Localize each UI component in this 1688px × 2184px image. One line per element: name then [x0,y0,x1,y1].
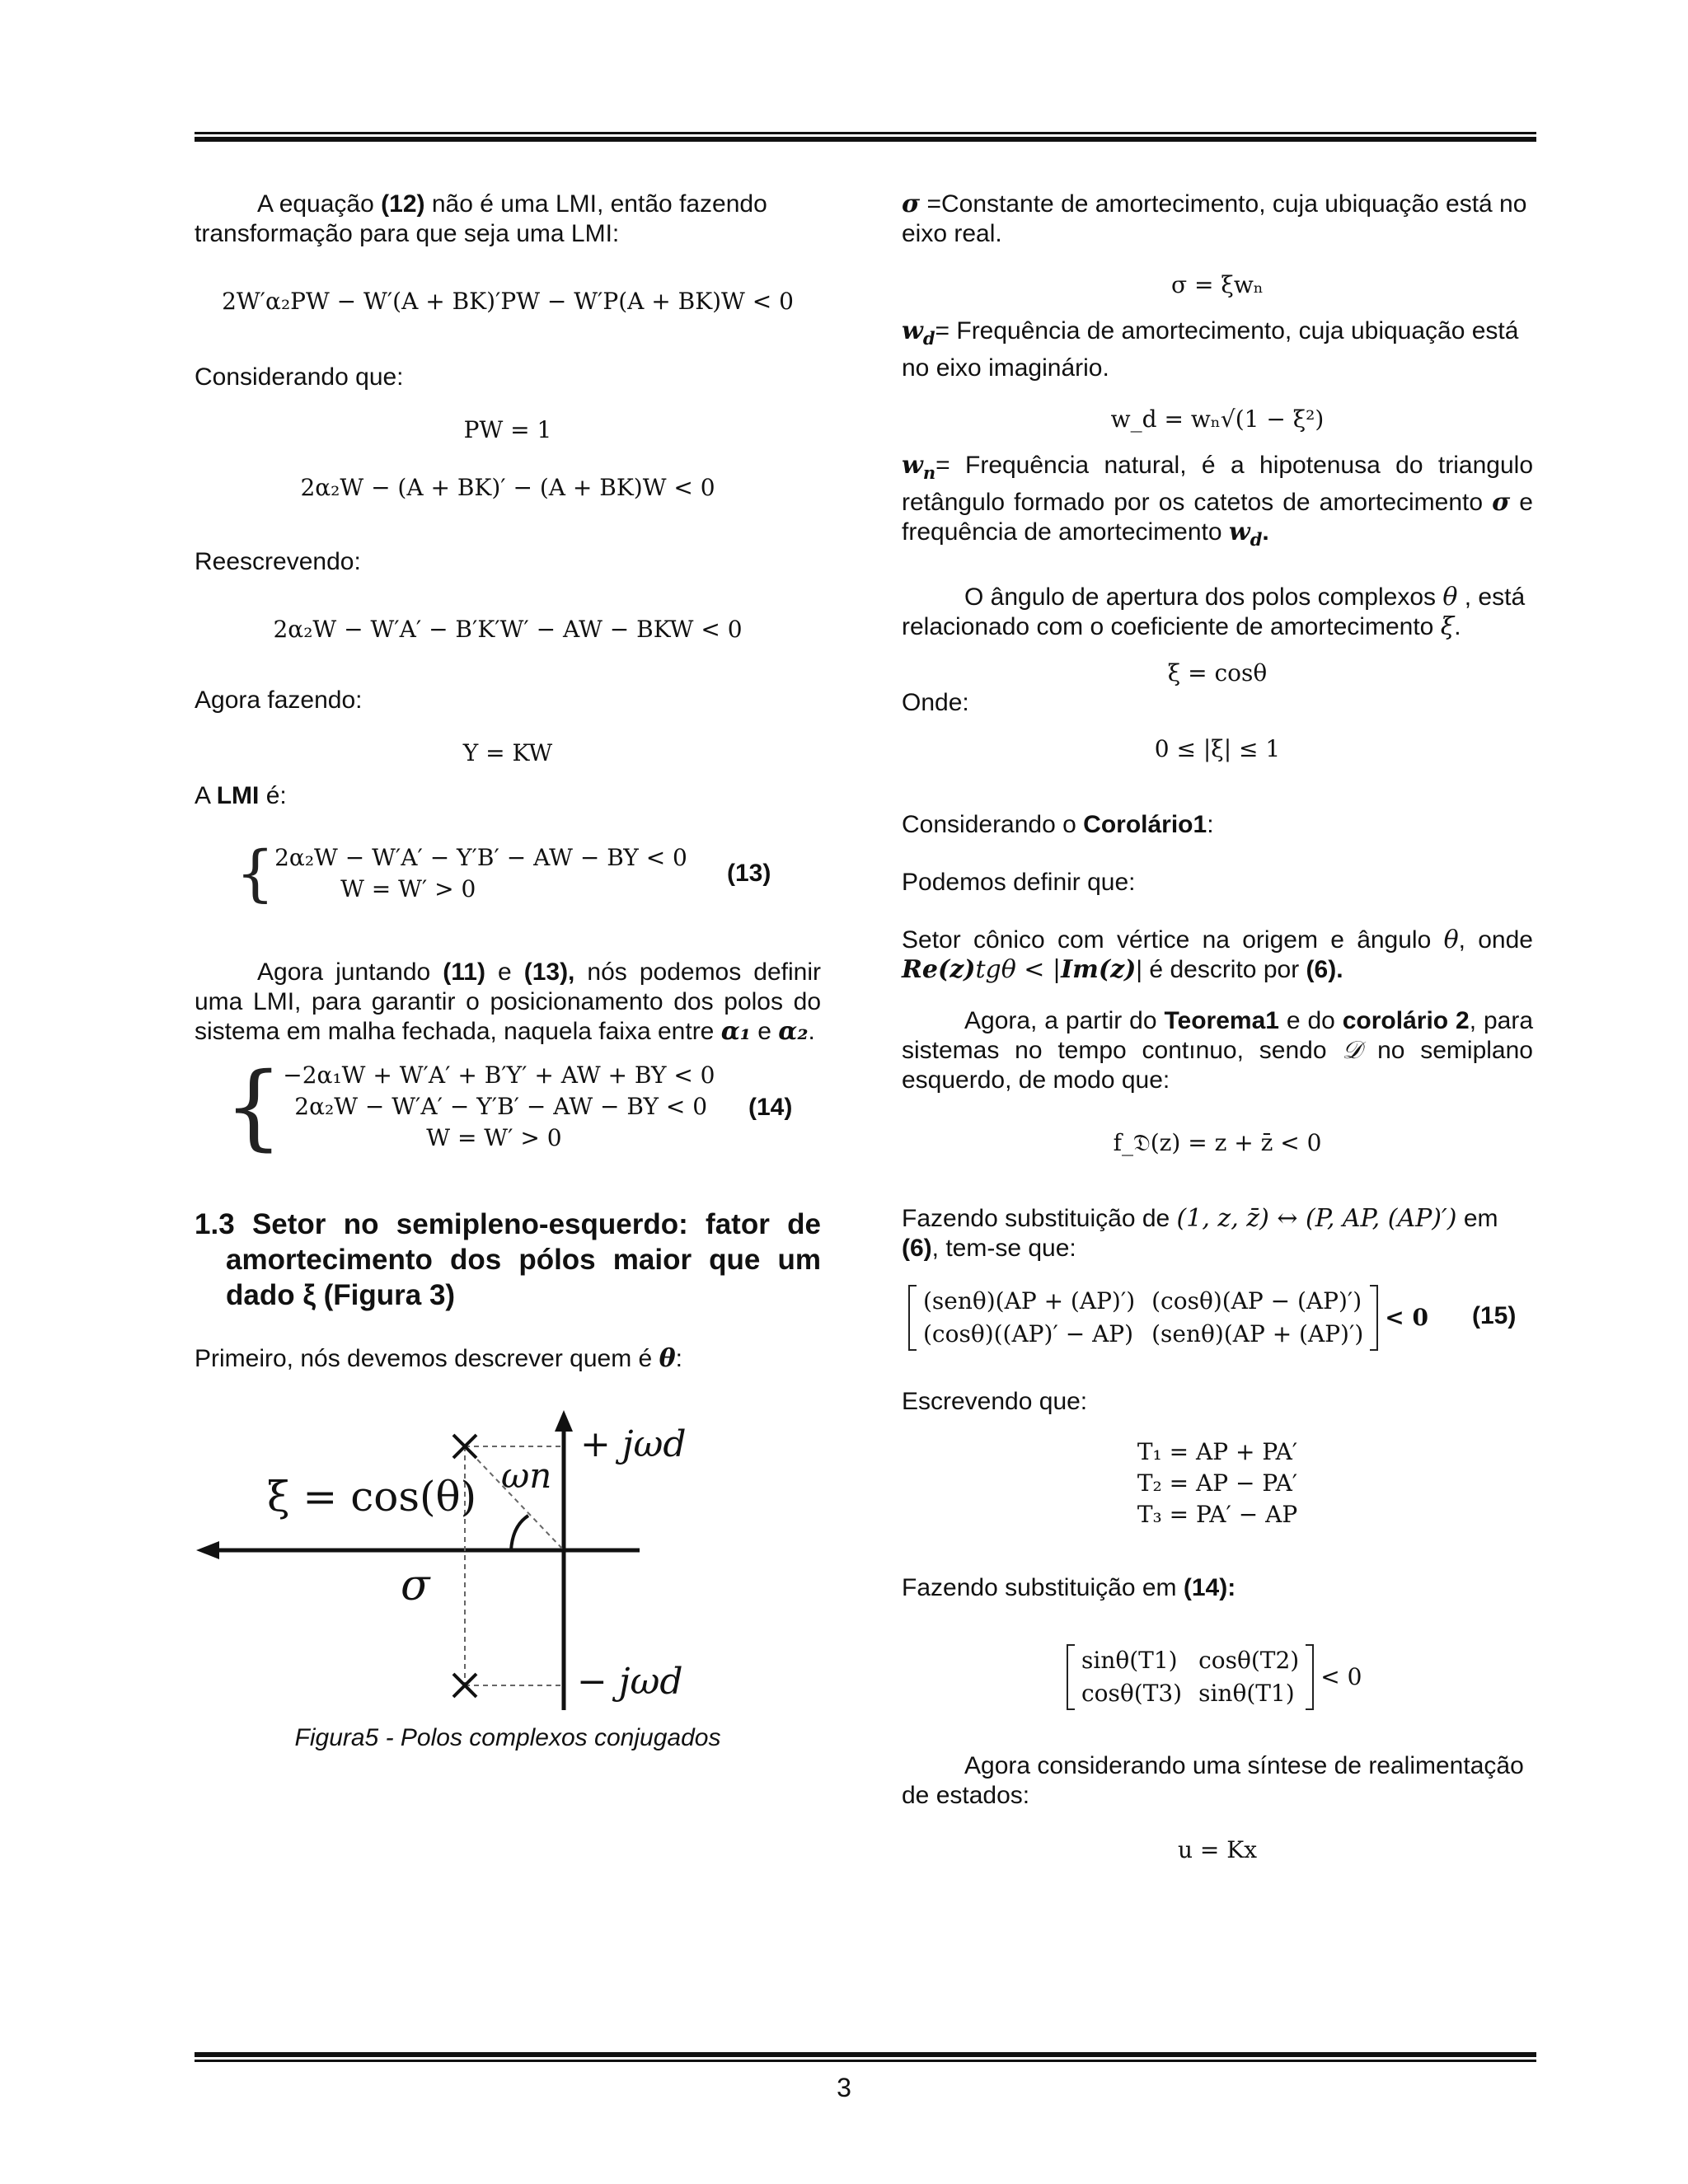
matrix-b-cell: sinθ(T1) [1081,1647,1178,1674]
paragraph-eq12: A equação (12) não é uma LMI, então fazendo transformação para que seja uma LMI: [195,190,767,247]
equation-1: 2W′α₂PW − W′(A + BK)′PW − W′P(A + BK)W < 0 [222,288,794,315]
text-podemos: Podemos definir que: [902,869,1136,896]
matrix-15 [908,1285,1428,1351]
figure-caption: Figura5 - Polos complexos conjugados [294,1724,721,1751]
equation-pw: PW = 1 [463,416,552,443]
equation-wd: w_d = wₙ√(1 − ξ²) [1110,405,1325,433]
sigma-label: σ [401,1561,430,1610]
text-considerando: Considerando que: [195,363,404,391]
page-number: 3 [837,2073,851,2102]
pole-diagram [195,1405,821,1718]
angle-arc [511,1516,528,1550]
system-14 [224,1053,715,1160]
equation-number-15: (15) [1472,1302,1517,1329]
paragraph-angle: O ângulo de apertura dos polos complexos θ , está relacionado com o coeficiente de amortecimento ξ. [902,583,1526,641]
equation-3: 2α₂W − (A + BK)′ − (A + BK)W < 0 [300,474,715,501]
right-column [902,190,1533,1865]
paragraph-substituicao: Fazendo substituição de (1, z, z̄) ↔ (P, AP, (AP)′) em (6), tem-se que: [902,1204,1498,1262]
paragraph-teorema: Agora, a partir do Teorema1 e do corolário 2, para sistemas no tempo contınuo, sendo 𝒟 no semiplano esquerdo, de modo que: [902,1007,1534,1094]
system-13-line-1: 2α₂W − W′A′ − Y′B′ − AW − BY < 0 [274,844,687,871]
paragraph-sintese: Agora considerando uma síntese de realimentação de estados: [902,1752,1524,1809]
equation-xi: ξ = cosθ [1167,659,1268,687]
matrix-15-cell: (senθ)(AP + (AP)′) [923,1287,1136,1315]
equation-fd: f_𝔇(z) = z + z̄ < 0 [1113,1129,1322,1156]
matrix-15-cell: (senθ)(AP + (AP)′) [1151,1320,1364,1347]
matrix-b [1067,1644,1362,1710]
text-onde: Onde: [902,689,969,716]
figure-poles [195,1405,821,1718]
paragraph-juntando: Agora juntando (11) e (13), nós podemos definir uma LMI, para garantir o posicionamento dos polos do sistema em malha fechada, naquela faixa entre α₁ e α₂. [195,958,821,1046]
equation-13-row [195,838,821,909]
definition-wd: $w_d=$ Frequência de amortecimento, cuja ubiquação está no eixo imaginário. [902,316,1519,382]
matrix-b-cell: cosθ(T2) [1198,1647,1300,1674]
t3-line: T₃ = PA′ − AP [1137,1501,1298,1528]
matrix-b-row [902,1644,1533,1708]
definition-sigma: σ =Constante de amortecimento, cuja ubiquação está no eixo real. [902,190,1527,247]
matrix-15-cell: (cosθ)((AP)′ − AP) [923,1320,1134,1347]
text-primeiro: Primeiro, nós devemos descrever quem é θ: [195,1344,682,1373]
system-14-line-1: −2α₁W + W′A′ + B′Y′ + AW + BY < 0 [283,1062,715,1089]
text-substituicao-14: Fazendo substituição em (14): [902,1574,1236,1601]
paragraph-setor: Setor cônico com vértice na origem e ângulo θ, onde Re(z)tgθ < |Im(z)| é descrito por (6). [902,926,1533,984]
section-heading-1-3: 1.3 Setor no semipleno-esquerdo: fator de amortecimento dos pólos maior que um dado ξ (Figura 3) [195,1208,821,1311]
t1-line: T₁ = AP + PA′ [1137,1438,1298,1465]
equation-sigma: σ = ξwₙ [1171,271,1264,298]
footer-rule-thick [195,2052,1536,2057]
footer-rule-thin [195,2060,1536,2062]
axis-arrow-left [196,1541,219,1559]
text-agora-fazendo: Agora fazendo: [195,687,363,714]
t2-line: T₂ = AP − PA′ [1137,1469,1298,1497]
left-column [195,190,821,1753]
minus-jwd-label: − jωd [577,1661,683,1703]
equation-4: 2α₂W − W′A′ − B′K′W′ − AW − BKW < 0 [273,616,743,643]
pole-upper-x [453,1435,476,1458]
brace: { [236,838,275,909]
system-14-line-2: 2α₂W − W′A′ − Y′B′ − AW − BY < 0 [294,1093,708,1120]
xi-label: ξ = cos(θ) [267,1473,477,1521]
brace: { [224,1053,284,1160]
omega-n-label: ωn [501,1455,552,1496]
matrix-b-rhs: < 0 [1320,1663,1362,1690]
text-lmi: A LMI é: [195,782,287,809]
definition-wn: $w_n=$ Frequência natural, é a hipotenusa do triangulo retângulo formado por os catetos de amortecimento σ e frequência de amortecimento $w_d$. [902,451,1533,550]
header-rule-thin [195,132,1536,134]
plus-jwd-label: + jωd [580,1423,687,1465]
equation-bound: 0 ≤ |ξ| ≤ 1 [1154,735,1281,762]
text-reescrevendo: Reescrevendo: [195,548,361,575]
equation-number-13: (13) [727,860,771,887]
system-13-line-2: W = W′ > 0 [340,875,476,902]
system-13 [236,838,687,909]
equation-number-14: (14) [748,1094,793,1121]
equation-15-row [902,1285,1533,1351]
matrix-15-cell: (cosθ)(AP − (AP)′) [1151,1287,1362,1315]
system-14-line-3: W = W′ > 0 [426,1124,562,1151]
t-definitions [902,1436,1533,1530]
text-escrevendo: Escrevendo que: [902,1388,1088,1415]
header-rule-thick [195,137,1536,142]
text-corolario: Considerando o Corolário1: [902,811,1214,838]
equation-y: Y = KW [462,739,553,766]
matrix-b-cell: cosθ(T3) [1081,1680,1183,1707]
equation-14-row [195,1053,821,1160]
axis-arrow-up [555,1410,573,1432]
equation-u: u = Kx [1177,1836,1257,1863]
matrix-b-cell: sinθ(T1) [1198,1680,1295,1707]
matrix-15-rhs: < 0 [1385,1304,1428,1331]
